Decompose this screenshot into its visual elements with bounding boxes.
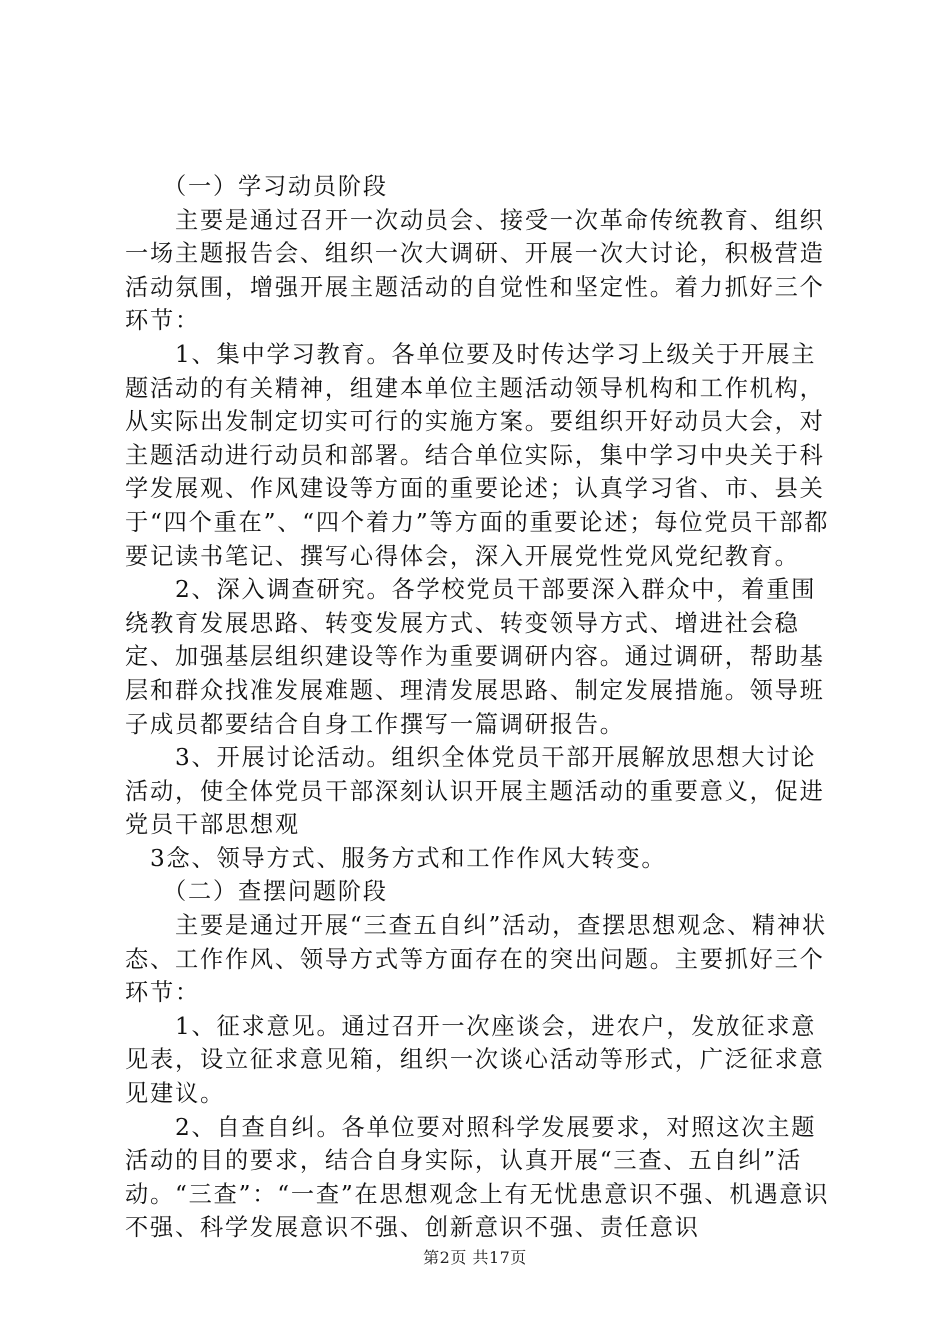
paragraph-continuation: 3念、领导方式、服务方式和工作作风大转变。 bbox=[150, 844, 667, 872]
section-heading-2: （二）查摆问题阶段 bbox=[163, 878, 388, 906]
paragraph: 2、自查自纠。各单位要对照科学发展要求，对照这次主题活动的目的要求，结合自身实际，认真开展“三查、五自纠”活动。“三查”：“一查”在思想观念上有无忧患意识不强、机遇意识不强、科学发展意识不强、创新意识不强、责任意识 bbox=[125, 1113, 830, 1242]
page-number-footer: 第2页 共17页 bbox=[423, 1248, 527, 1267]
paragraph: 3、开展讨论活动。组织全体党员干部开展解放思想大讨论活动，使全体党员干部深刻认识开展主题活动的重要意义，促进党员干部思想观 bbox=[125, 744, 825, 839]
paragraph: 主要是通过召开一次动员会、接受一次革命传统教育、组织一场主题报告会、组织一次大调研、开展一次大讨论，积极营造活动氛围，增强开展主题活动的自觉性和坚定性。着力抓好三个环节： bbox=[125, 206, 825, 335]
section-heading-1: （一）学习动员阶段 bbox=[163, 173, 388, 200]
paragraph: 主要是通过开展“三查五自纠”活动，查摆思想观念、精神状态、工作作风、领导方式等方面存在的突出问题。主要抓好三个环节： bbox=[125, 912, 827, 1007]
document-body bbox=[125, 170, 830, 1245]
paragraph: 1、集中学习教育。各单位要及时传达学习上级关于开展主题活动的有关精神，组建本单位主题活动领导机构和工作机构，从实际出发制定切实可行的实施方案。要组织开好动员大会，对主题活动进行动员和部署。结合单位实际，集中学习中央关于科学发展观、作风建设等方面的重要论述；认真学习省、市、县关于“四个重在”、“四个着力”等方面的重要论述；每位党员干部都要记读书笔记、撰写心得体会，深入开展党性党风党纪教育。 bbox=[125, 340, 830, 570]
paragraph: 2、深入调查研究。各学校党员干部要深入群众中，着重围绕教育发展思路、转变发展方式、转变领导方式、增进社会稳定、加强基层组织建设等作为重要调研内容。通过调研，帮助基层和群众找准发展难题、理清发展思路、制定发展措施。领导班子成员都要结合自身工作撰写一篇调研报告。 bbox=[125, 576, 825, 738]
paragraph: 1、征求意见。通过召开一次座谈会，进农户，发放征求意见表，设立征求意见箱，组织一次谈心活动等形式，广泛征求意见建议。 bbox=[125, 1012, 825, 1108]
